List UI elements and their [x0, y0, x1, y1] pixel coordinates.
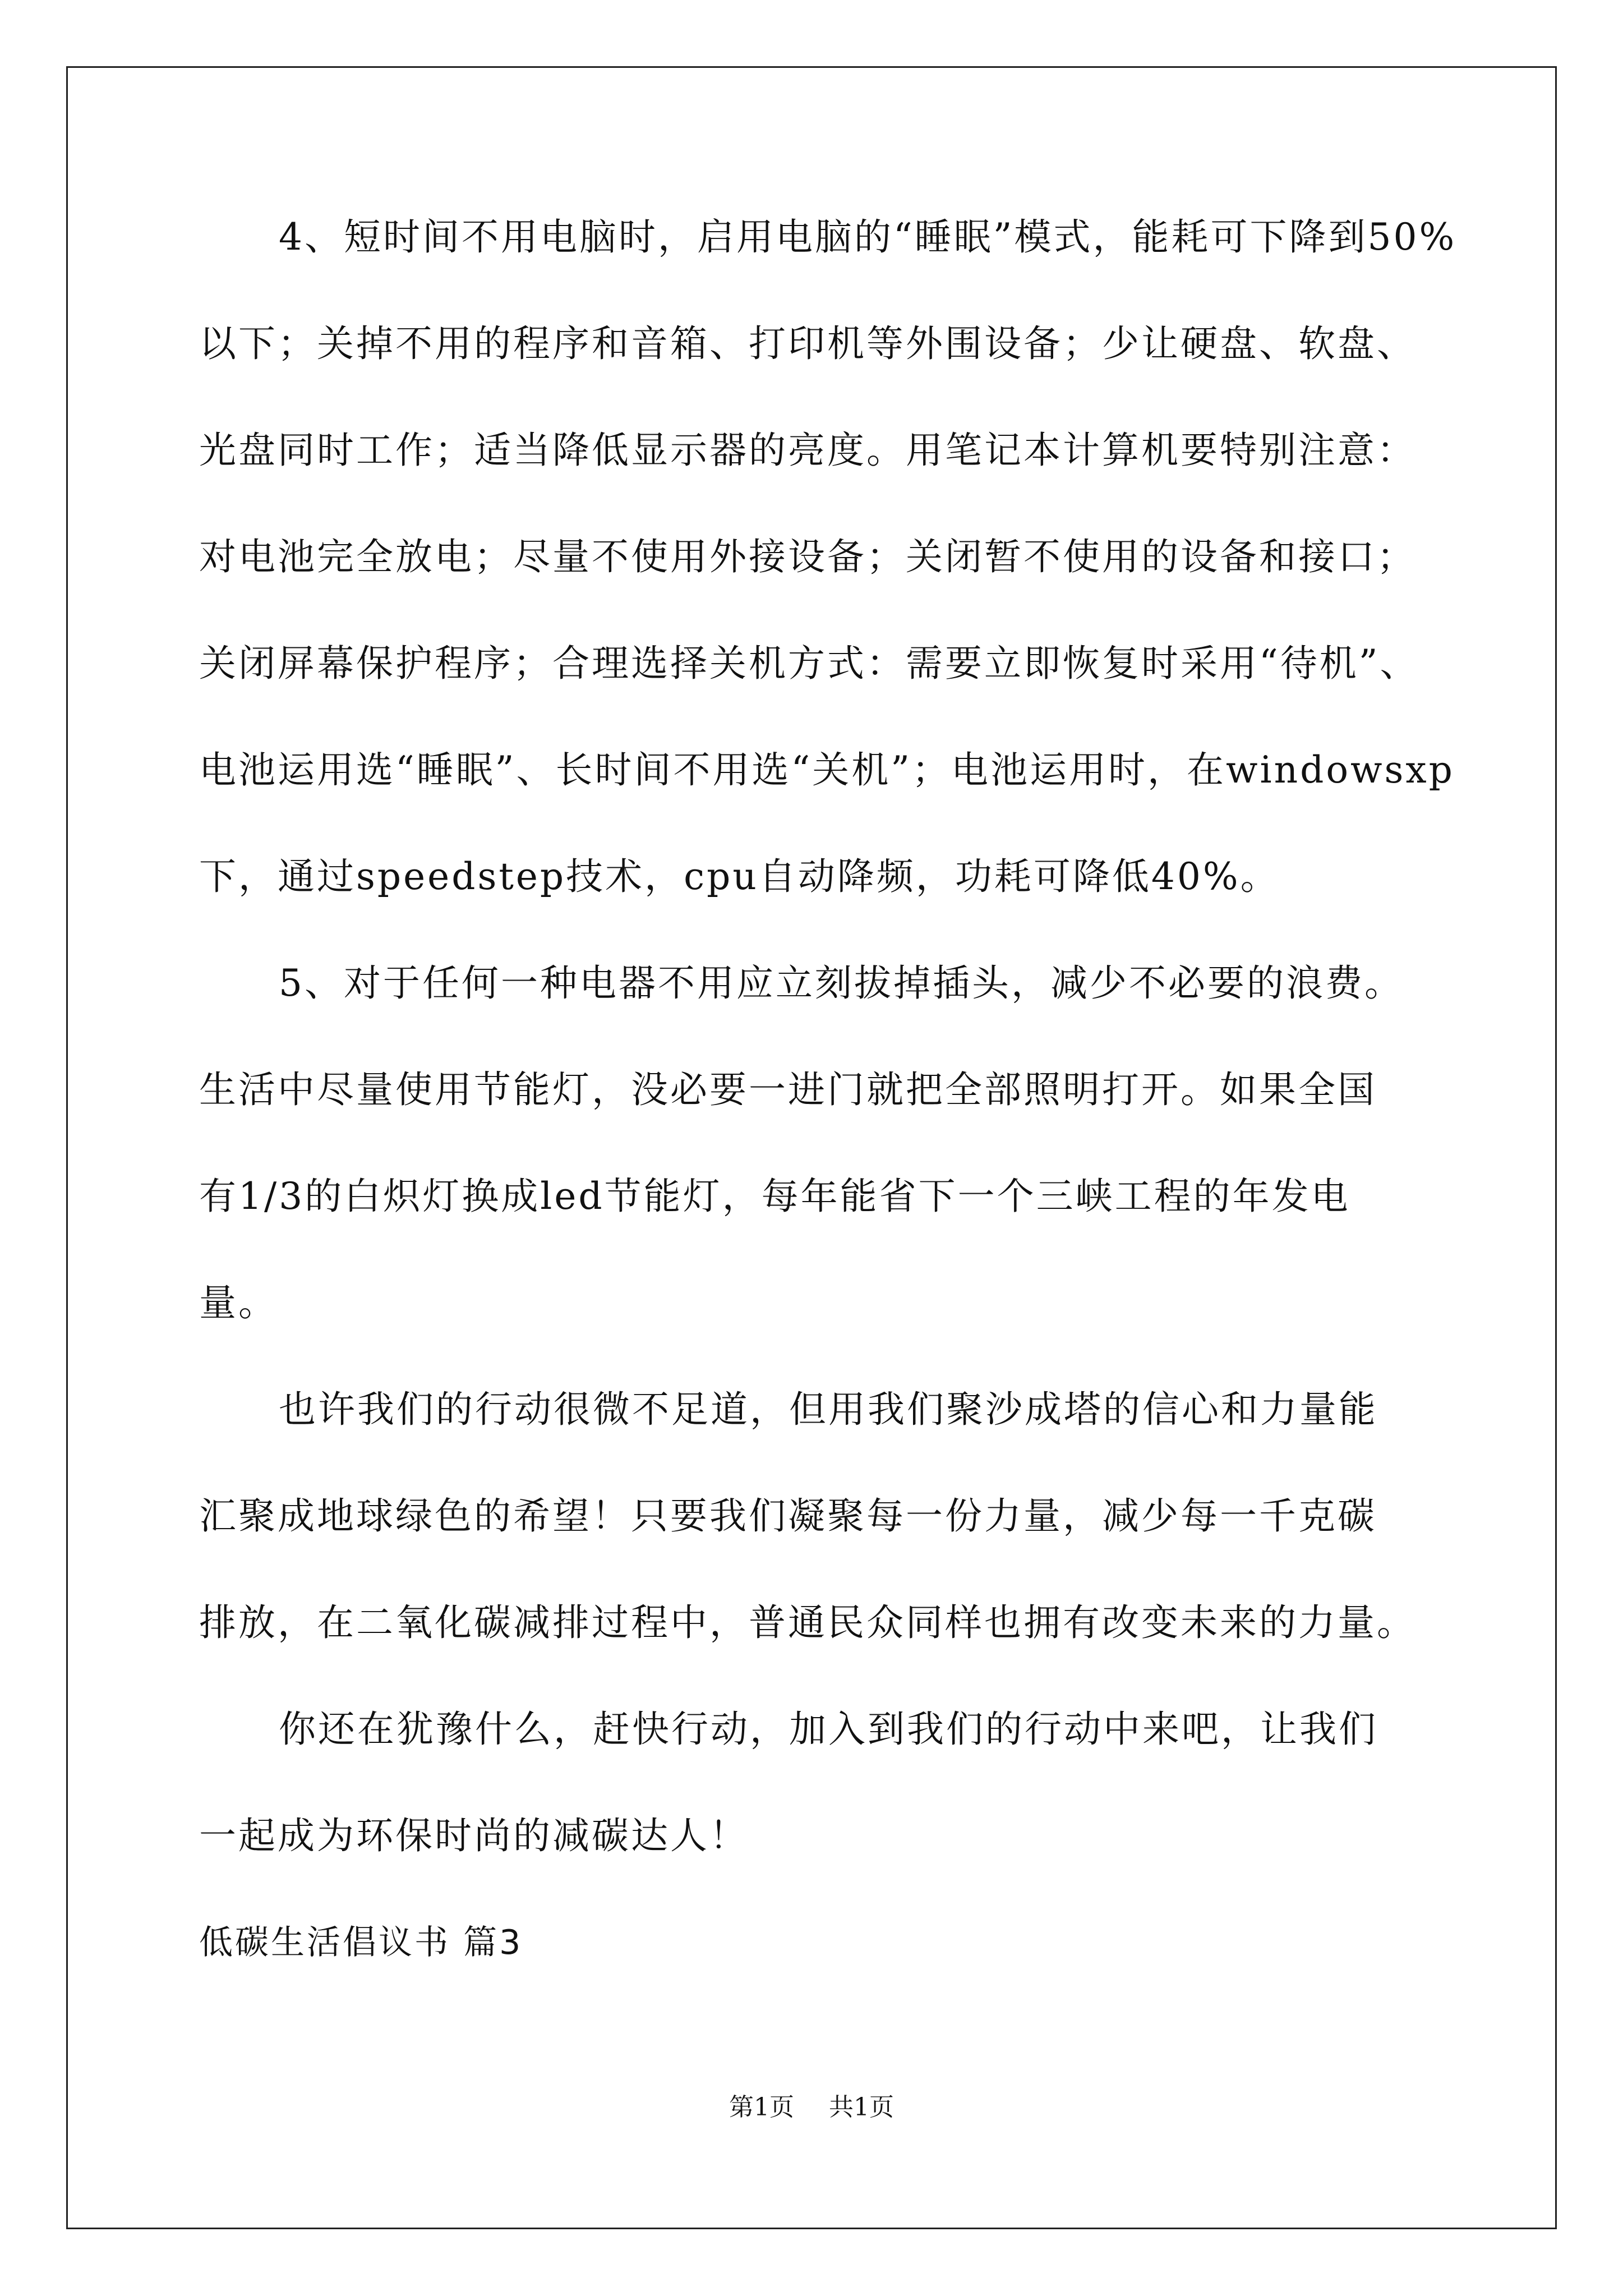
paragraph-line: 一起成为环保时尚的减碳达人！: [199, 1814, 749, 1857]
paragraph-line: 也许我们的行动很微不足道，但用我们聚沙成塔的信心和力量能: [279, 1388, 1378, 1431]
page-total: 共1页: [829, 2093, 894, 2122]
paragraph-line: 光盘同时工作；适当降低显示器的亮度。用笔记本计算机要特别注意：: [199, 429, 1416, 472]
paragraph-line: 排放，在二氧化碳减排过程中，普通民众同样也拥有改变未来的力量。: [199, 1601, 1416, 1644]
paragraph-line: 关闭屏幕保护程序；合理选择关机方式：需要立即恢复时采用“待机”、: [199, 642, 1419, 685]
paragraph-line: 生活中尽量使用节能灯，没必要一进门就把全部照明打开。如果全国: [199, 1068, 1377, 1111]
page-number: 第1页: [729, 2093, 794, 2122]
paragraph-line: 你还在犹豫什么，赶快行动，加入到我们的行动中来吧，让我们: [279, 1708, 1378, 1751]
paragraph-line: 量。: [199, 1281, 278, 1324]
paragraph-line: 5、对于任何一种电器不用应立刻拔掉插头，减少不必要的浪费。: [279, 961, 1404, 1005]
document-body: [199, 215, 1457, 2031]
paragraph-line: 4、短时间不用电脑时，启用电脑的“睡眠”模式，能耗可下降到50%: [279, 215, 1457, 259]
paragraph-line: 有1/3的白炽灯换成led节能灯，每年能省下一个三峡工程的年发电: [199, 1175, 1350, 1218]
paragraph-line: 下，通过speedstep技术，cpu自动降频，功耗可降低40%。: [199, 855, 1280, 898]
paragraph-line: 对电池完全放电；尽量不使用外接设备；关闭暂不使用的设备和接口；: [199, 535, 1416, 578]
page-footer: [0, 2087, 1623, 2123]
paragraph-line: 汇聚成地球绿色的希望！只要我们凝聚每一份力量，减少每一千克碳: [199, 1494, 1377, 1538]
paragraph-line: 以下；关掉不用的程序和音箱、打印机等外围设备；少让硬盘、软盘、: [199, 322, 1416, 365]
paragraph-line: 电池运用选“睡眠”、长时间不用选“关机”；电池运用时，在windowsxp: [199, 748, 1455, 792]
section-heading: 低碳生活倡议书 篇3: [199, 1923, 523, 1962]
